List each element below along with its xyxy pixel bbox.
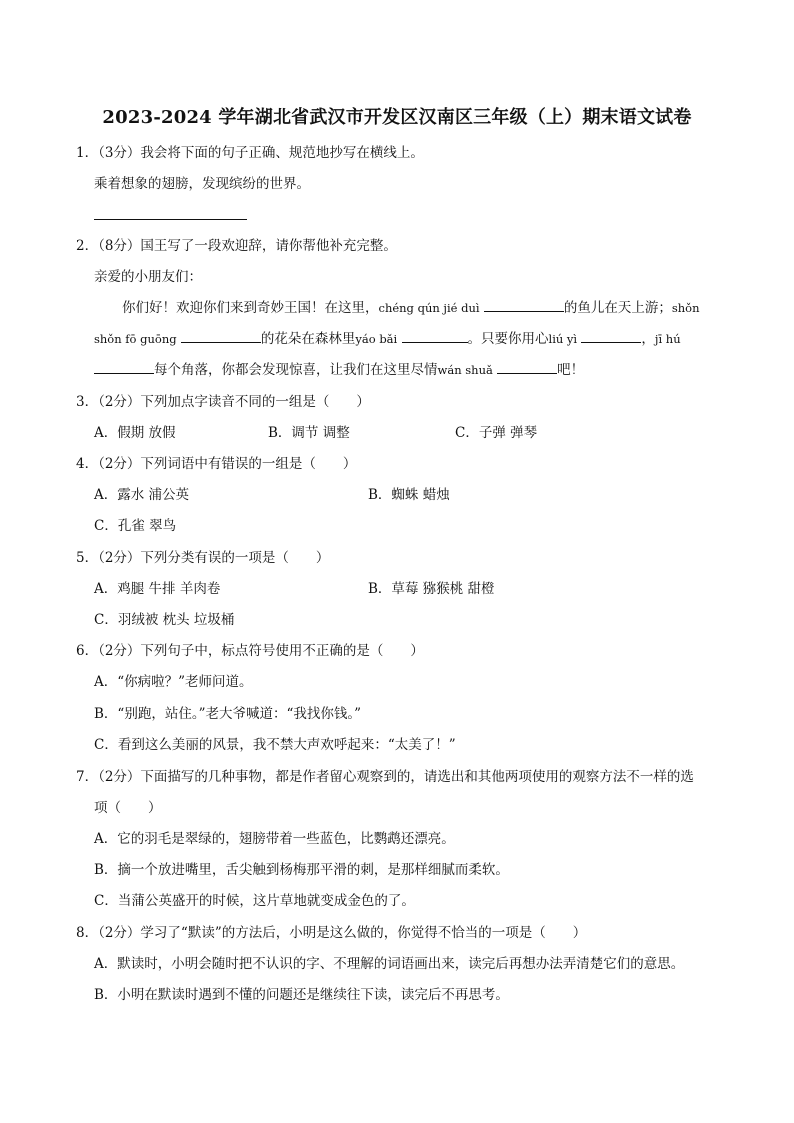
question-7-option-b[interactable]: B．摘一个放进嘴里，舌尖触到杨梅那平滑的刺，是那样细腻而柔软。 (94, 862, 509, 878)
q2-pinyin: chéng qún jié duì (378, 301, 480, 315)
q2-blank-4[interactable] (581, 329, 641, 343)
question-6-option-c[interactable]: C．看到这么美丽的风景，我不禁大声欢呼起来：“太美了！” (94, 737, 456, 753)
q2-text: 每个角落，你都会发现惊喜，让我们在这里尽情 (154, 362, 438, 378)
question-3-option-a[interactable]: A．假期 放假 (94, 425, 176, 441)
question-5-option-a[interactable]: A．鸡腿 牛排 羊肉卷 (94, 581, 221, 597)
question-7-option-a[interactable]: A．它的羽毛是翠绿的，翅膀带着一些蓝色，比鹦鹉还漂亮。 (94, 831, 455, 847)
question-8-stem: 8．（2分）学习了“默读”的方法后，小明是这么做的，你觉得不恰当的一项是（ ） (76, 925, 587, 941)
question-1-stem: 1．（3分）我会将下面的句子正确、规范地抄写在横线上。 (76, 145, 424, 161)
q2-text: ， (641, 331, 655, 347)
question-4-option-a[interactable]: A．露水 浦公英 (94, 487, 190, 503)
question-5-option-c[interactable]: C．羽绒被 枕头 垃圾桶 (94, 612, 235, 628)
q2-blank-5[interactable] (94, 360, 154, 374)
q2-text: 的花朵在森林里 (260, 331, 356, 347)
question-7-option-c[interactable]: C．当蒲公英盛开的时候，这片草地就变成金色的了。 (94, 893, 415, 909)
q2-blank-3[interactable] (402, 329, 468, 343)
question-1-sentence: 乘着想象的翅膀，发现缤纷的世界。 (94, 176, 310, 192)
question-6-option-b[interactable]: B．“别跑，站住。”老大爷喊道：“我找你钱。” (94, 706, 362, 722)
question-8-option-a[interactable]: A．默读时，小明会随时把不认识的字、不理解的词语画出来，读完后再想办法弄清楚它们的意思。 (94, 956, 685, 972)
q2-text: 吧！ (557, 362, 585, 378)
question-3-option-b[interactable]: B．调节 调整 (268, 425, 350, 441)
q2-text: 你们好！欢迎你们来到奇妙王国！在这里， (122, 300, 379, 316)
question-6-stem: 6．（2分）下列句子中，标点符号使用不正确的是（ ） (76, 643, 424, 659)
question-2-line-2 (94, 329, 681, 349)
q2-pinyin: liú yì (548, 332, 578, 346)
question-4-option-c[interactable]: C．孔雀 翠鸟 (94, 518, 177, 534)
q2-blank-1[interactable] (484, 298, 564, 312)
question-2-line-3 (94, 360, 584, 380)
question-4-option-b[interactable]: B．蜘蛛 蜡烛 (368, 487, 450, 503)
question-3-option-c[interactable]: C．子弹 弹琴 (455, 425, 538, 441)
q2-pinyin: wán shuǎ (437, 363, 493, 377)
question-3-stem: 3．（2分）下列加点字读音不同的一组是（ ） (76, 394, 370, 410)
question-2-stem: 2．（8分）国王写了一段欢迎辞，请你帮他补充完整。 (76, 238, 397, 254)
q2-pinyin: jī hú (654, 332, 681, 346)
q2-text: 。只要你用心 (467, 331, 549, 347)
q2-pinyin: yáo bǎi (355, 332, 398, 346)
question-7-stem-cont: 项（ ） (94, 800, 162, 816)
q2-pinyin: shǒn (671, 301, 700, 315)
question-1-answer-line[interactable] (94, 219, 247, 220)
q2-blank-6[interactable] (497, 360, 557, 374)
question-4-stem: 4．（2分）下列词语中有错误的一组是（ ） (76, 456, 357, 472)
question-6-option-a[interactable]: A．“你病啦？”老师问道。 (94, 674, 253, 690)
question-5-stem: 5．（2分）下列分类有误的一项是（ ） (76, 550, 330, 566)
question-5-option-b[interactable]: B．草莓 猕猴桃 甜橙 (368, 581, 495, 597)
question-8-option-b[interactable]: B．小明在默读时遇到不懂的问题还是继续往下读，读完后不再思考。 (94, 987, 509, 1003)
exam-title: 2023-2024 学年湖北省武汉市开发区汉南区三年级（上）期末语文试卷 (102, 107, 692, 128)
q2-blank-2[interactable] (181, 329, 261, 343)
q2-pinyin: shǒn fō guōng (94, 332, 177, 346)
question-2-greeting: 亲爱的小朋友们： (94, 269, 202, 285)
q2-text: 的鱼儿在天上游； (563, 300, 672, 316)
question-7-stem: 7．（2分）下面描写的几种事物，都是作者留心观察到的，请选出和其他两项使用的观察方法不一样的选 (76, 769, 694, 785)
question-2-line-1 (122, 298, 700, 318)
